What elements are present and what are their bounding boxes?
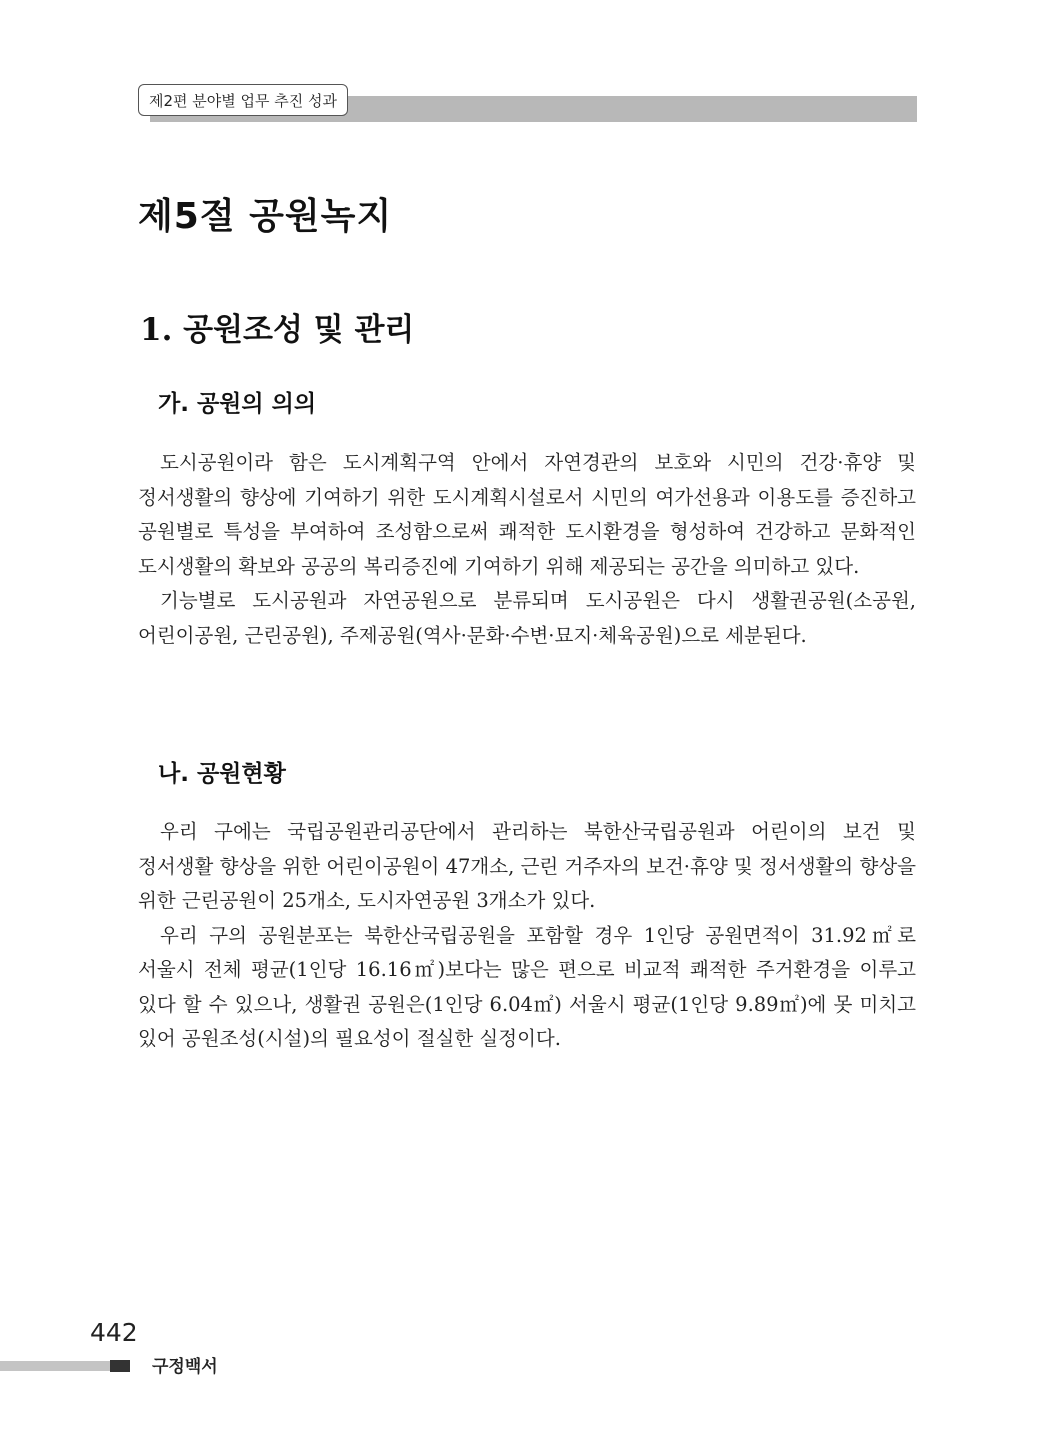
footer-rule — [0, 1361, 110, 1371]
section-title: 1. 공원조성 및 관리 — [140, 312, 415, 348]
book-title: 구정백서 — [152, 1357, 218, 1377]
body-paragraph: 우리 구의 공원분포는 북한산국립공원을 포함할 경우 1인당 공원면적이 31.92㎡로 서울시 전체 평균(1인당 16.16㎡)보다는 많은 편으로 비교적 쾌적한 주거환경을 이루고 있다 할 수 있으나, 생활권 공원은(1인당 6.04㎡) 서울시 평균(1인당 9.89㎡)에 못 미치고 있어 공원조성(시설)의 필요성이 절실한 실정이다. — [138, 923, 916, 1050]
subsection-body-meaning — [138, 446, 916, 653]
part-label: 제2편 분야별 업무 추진 성과 — [138, 84, 348, 116]
body-paragraph: 도시공원이라 함은 도시계획구역 안에서 자연경관의 보호와 시민의 건강·휴양 및 정서생활의 향상에 기여하기 위한 도시계획시설로서 시민의 여가선용과 이용도를 증진하고 공원별로 특성을 부여하여 조성함으로써 쾌적한 도시환경을 형성하여 건강하고 문화적인 도시생활의 확보와 공공의 복리증진에 기여하기 위해 제공되는 공간을 의미하고 있다. — [138, 451, 916, 578]
page-number: 442 — [90, 1318, 138, 1347]
footer-marker — [110, 1360, 130, 1372]
chapter-title: 제5절 공원녹지 — [138, 196, 393, 237]
subsection-title-status: 나. 공원현황 — [158, 761, 286, 787]
subsection-title-meaning: 가. 공원의 의의 — [158, 391, 317, 417]
body-paragraph: 기능별로 도시공원과 자연공원으로 분류되며 도시공원은 다시 생활권공원(소공원, 어린이공원, 근린공원), 주제공원(역사·문화·수변·묘지·체육공원)으로 세분된다. — [138, 589, 916, 647]
subsection-body-status — [138, 815, 916, 1057]
body-paragraph: 우리 구에는 국립공원관리공단에서 관리하는 북한산국립공원과 어린이의 보건 및 정서생활 향상을 위한 어린이공원이 47개소, 근린 거주자의 보건·휴양 및 정서생활의 향상을 위한 근린공원이 25개소, 도시자연공원 3개소가 있다. — [138, 820, 916, 912]
